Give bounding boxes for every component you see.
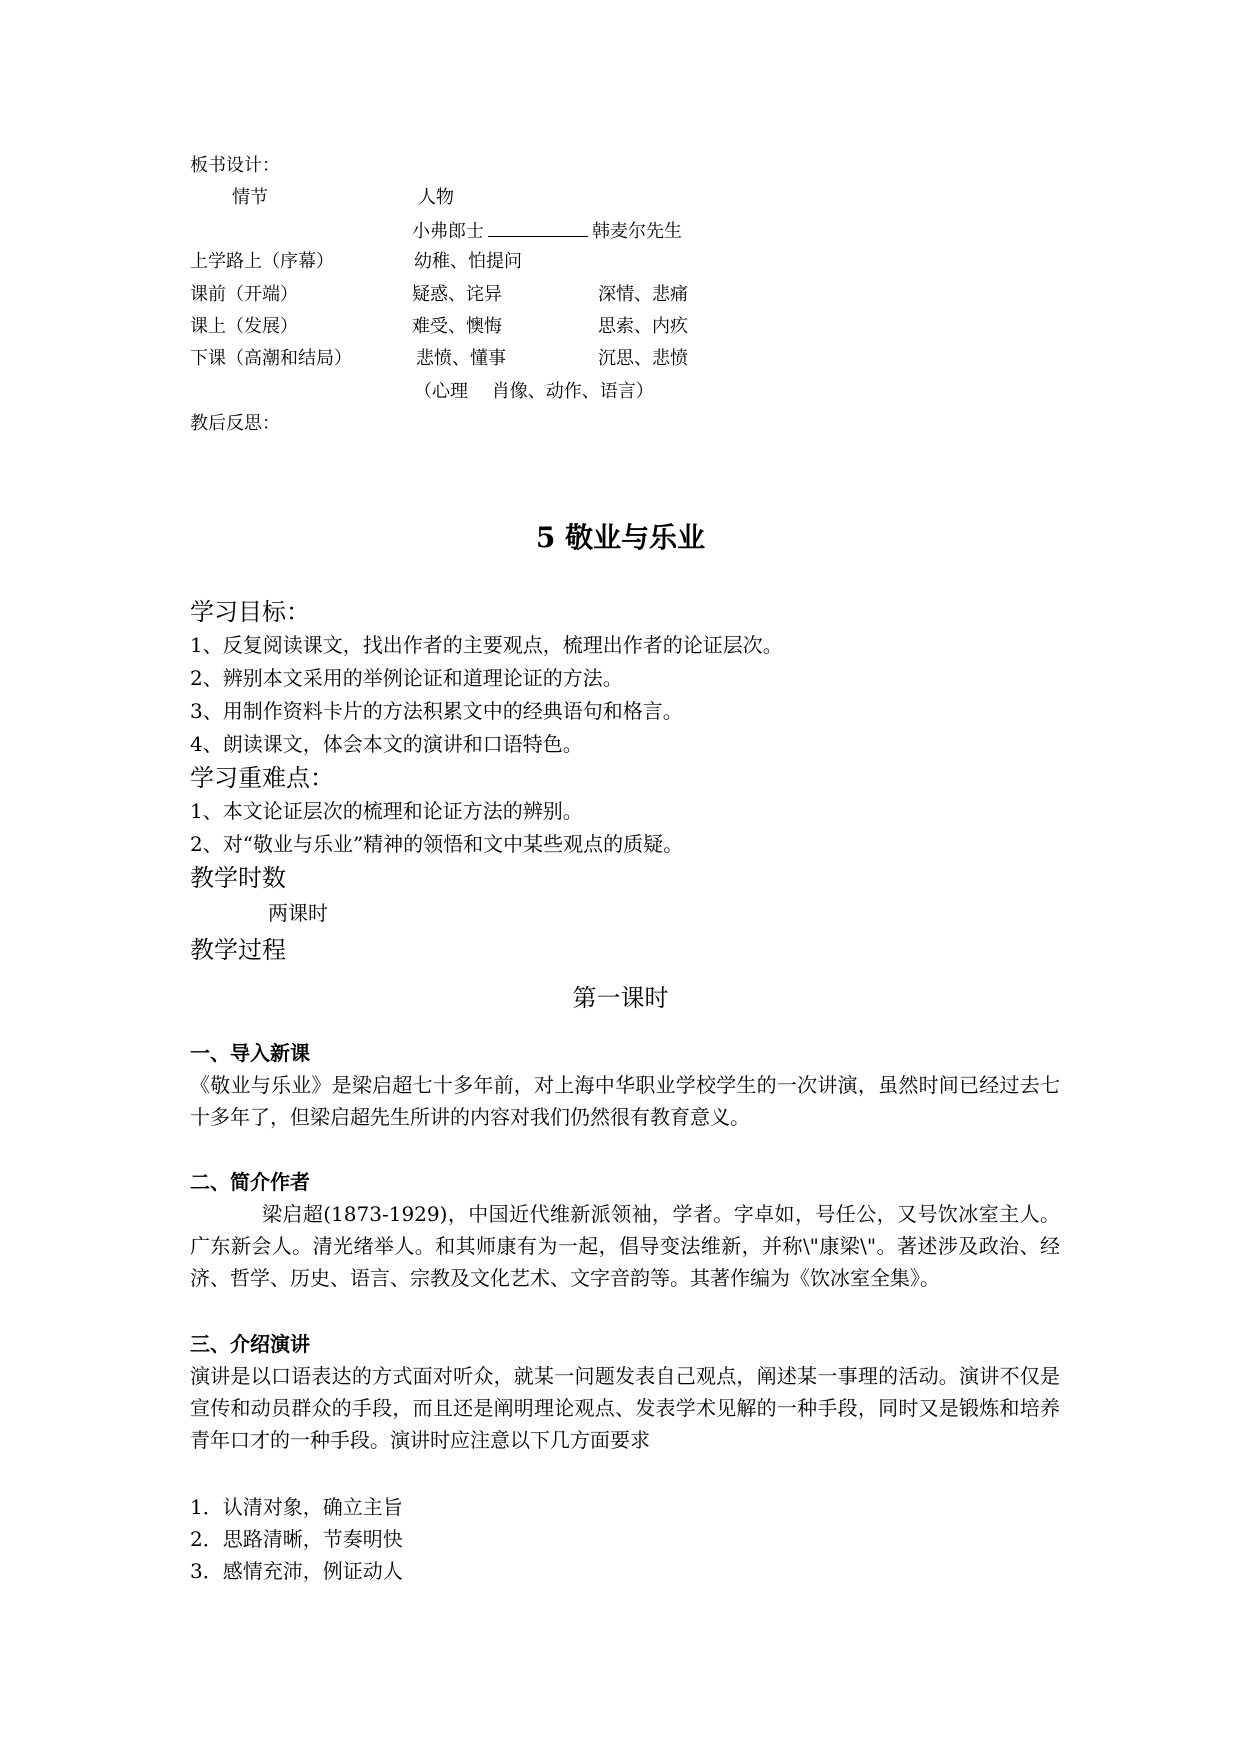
board-heading: 板书设计：	[190, 155, 280, 176]
board-row-right: 思索、内疚	[598, 316, 688, 337]
key-item: 1、本文论证层次的梳理和论证方法的辨别。	[190, 799, 583, 823]
section-text: 演讲是以口语表达的方式面对听众，就某一问题发表自己观点，阐述某一事理的活动。演讲不仅是宣传和动员群众的手段，而且还是阐明理论观点、发表学术见解的一种手段，同时又是锻炼和培养青年口才的一种手段。演讲时应注意以下几方面要求	[190, 1364, 1060, 1452]
goal-item: 3、用制作资料卡片的方法积累文中的经典语句和格言。	[190, 699, 683, 723]
board-col-plot: 情节	[232, 187, 268, 208]
board-row-right: 沉思、悲愤	[598, 348, 688, 369]
reflection-label: 教后反思：	[190, 413, 280, 434]
goal-item: 1、反复阅读课文，找出作者的主要观点，梳理出作者的论证层次。	[190, 633, 783, 657]
board-row-left: 悲愤、懂事	[416, 348, 506, 369]
board-row-plot: 下课（高潮和结局）	[190, 348, 352, 369]
requirement-item: 3．感情充沛，例证动人	[190, 1559, 403, 1583]
board-row-right: 深情、悲痛	[598, 284, 688, 305]
key-heading: 学习重难点：	[190, 764, 334, 792]
board-row-plot: 课上（发展）	[190, 316, 298, 337]
board-row-left: 幼稚、怕提问	[414, 251, 522, 272]
board-col-char: 人物	[418, 187, 454, 208]
goals-heading: 学习目标：	[190, 598, 310, 626]
board-row-plot: 课前（开端）	[190, 284, 298, 305]
section-text: 《敬业与乐业》是梁启超七十多年前，对上海中华职业学校学生的一次讲演，虽然时间已经过去七十多年了，但梁启超先生所讲的内容对我们仍然很有教育意义。	[190, 1073, 1060, 1129]
hours-heading: 教学时数	[190, 864, 286, 892]
goal-item: 4、朗读课文，体会本文的演讲和口语特色。	[190, 732, 583, 756]
session-title: 第一课时	[572, 984, 669, 1012]
board-row-left: 疑惑、诧异	[412, 284, 502, 305]
board-note: （心理 肖像、动作、语言）	[414, 381, 654, 402]
section-heading: 一、导入新课	[190, 1041, 310, 1065]
process-heading: 教学过程	[190, 936, 286, 964]
lesson-title: 5 敬业与乐业	[535, 521, 706, 554]
connector-line	[488, 218, 588, 237]
board-char-line	[412, 218, 682, 244]
requirement-item: 2．思路清晰，节奏明快	[190, 1527, 403, 1551]
key-item: 2、对“敬业与乐业”精神的领悟和文中某些观点的质疑。	[190, 832, 684, 856]
board-row-left: 难受、懊悔	[412, 316, 502, 337]
section-heading: 三、介绍演讲	[190, 1332, 310, 1356]
section-text: 梁启超(1873-1929)，中国近代维新派领袖，学者。字卓如，号任公，又号饮冰室主人。广东新会人。清光绪举人。和其师康有为一起，倡导变法维新，并称\"康梁\"。著述涉及政治、经济、哲学、历史、语言、宗教及文化艺术、文字音韵等。其著作编为《饮冰室全集》。	[190, 1202, 1060, 1290]
hours-value: 两课时	[268, 901, 328, 925]
requirement-item: 1．认清对象，确立主旨	[190, 1495, 403, 1519]
board-row-plot: 上学路上（序幕）	[190, 251, 334, 272]
goal-item: 2、辨别本文采用的举例论证和道理论证的方法。	[190, 666, 623, 690]
board-char-right: 韩麦尔先生	[592, 221, 682, 242]
board-char-left: 小弗郎士	[412, 221, 484, 242]
section-heading: 二、简介作者	[190, 1170, 310, 1194]
